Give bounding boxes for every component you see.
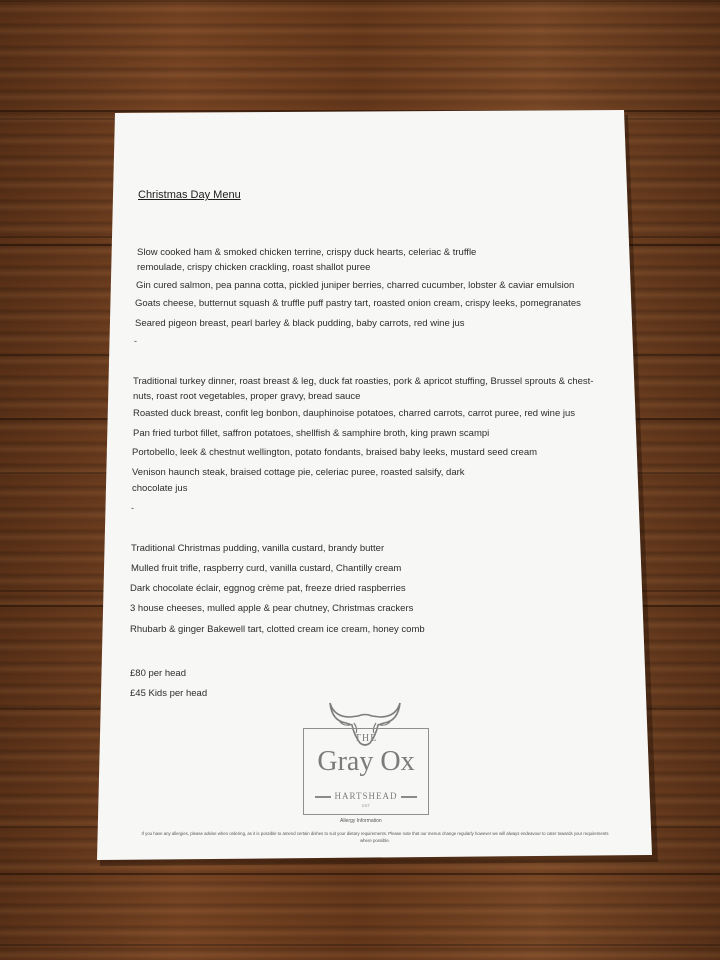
price-adult: £80 per head — [130, 668, 186, 679]
dessert-line: Dark chocolate éclair, eggnog crème pat, freeze dried raspberries — [130, 583, 406, 594]
logo-name: Gray Ox — [317, 746, 415, 777]
menu-title: Christmas Day Menu — [138, 189, 241, 201]
section-separator: - — [131, 503, 134, 513]
dessert-line: Traditional Christmas pudding, vanilla custard, brandy butter — [131, 543, 385, 554]
main-line: Venison haunch steak, braised cottage pie, celeriac puree, roasted salsify, dark — [132, 467, 465, 478]
starter-line: Gin cured salmon, pea panna cotta, pickled juniper berries, charred cucumber, lobster & caviar emulsion — [136, 280, 575, 291]
logo-est: EST — [362, 803, 370, 808]
logo-place — [300, 791, 432, 801]
dessert-line: 3 house cheeses, mulled apple & pear chutney, Christmas crackers — [130, 603, 414, 614]
main-line: Portobello, leek & chestnut wellington, potato fondants, braised baby leeks, mustard seed cream — [132, 447, 538, 458]
starter-line: remoulade, crispy chicken crackling, roast shallot puree — [137, 262, 371, 273]
price-kids: £45 Kids per head — [130, 688, 208, 699]
dessert-line: Rhubarb & ginger Bakewell tart, clotted cream ice cream, honey comb — [130, 624, 425, 635]
logo-the: THE — [354, 733, 378, 744]
logo-place-text: HARTSHEAD — [334, 791, 398, 801]
allergy-text: If you have any allergies, please advise when ordering, as it is possible to amend certain dishes to suit your dietary requirements. Please note that our menus change regularly however we will always endeavour to cater towards your requirements where possible. — [141, 831, 609, 843]
main-line: chocolate jus — [132, 483, 188, 494]
dessert-line: Mulled fruit trifle, raspberry curd, vanilla custard, Chantilly cream — [131, 563, 402, 574]
gray-ox-logo — [300, 695, 430, 820]
starter-line: Slow cooked ham & smoked chicken terrine, crispy duck hearts, celeriac & truffle — [137, 247, 477, 258]
main-line: nuts, roast root vegetables, proper gravy, bread sauce — [133, 391, 361, 402]
section-separator: - — [134, 336, 137, 346]
starter-line: Goats cheese, butternut squash & truffle puff pastry tart, roasted onion cream, crispy leeks, pomegranates — [135, 298, 581, 309]
main-line: Pan fried turbot fillet, saffron potatoes, shellfish & samphire broth, king prawn scampi — [133, 428, 490, 439]
wood-board-seam — [0, 873, 720, 875]
main-line: Roasted duck breast, confit leg bonbon, dauphinoise potatoes, charred carrots, carrot puree, red wine jus — [133, 408, 576, 419]
main-line: Traditional turkey dinner, roast breast & leg, duck fat roasties, pork & apricot stuffing, Brussel sprouts & chest- — [133, 376, 594, 387]
starter-line: Seared pigeon breast, pearl barley & black pudding, baby carrots, red wine jus — [135, 318, 465, 329]
allergy-heading: Allergy Information — [340, 818, 382, 824]
